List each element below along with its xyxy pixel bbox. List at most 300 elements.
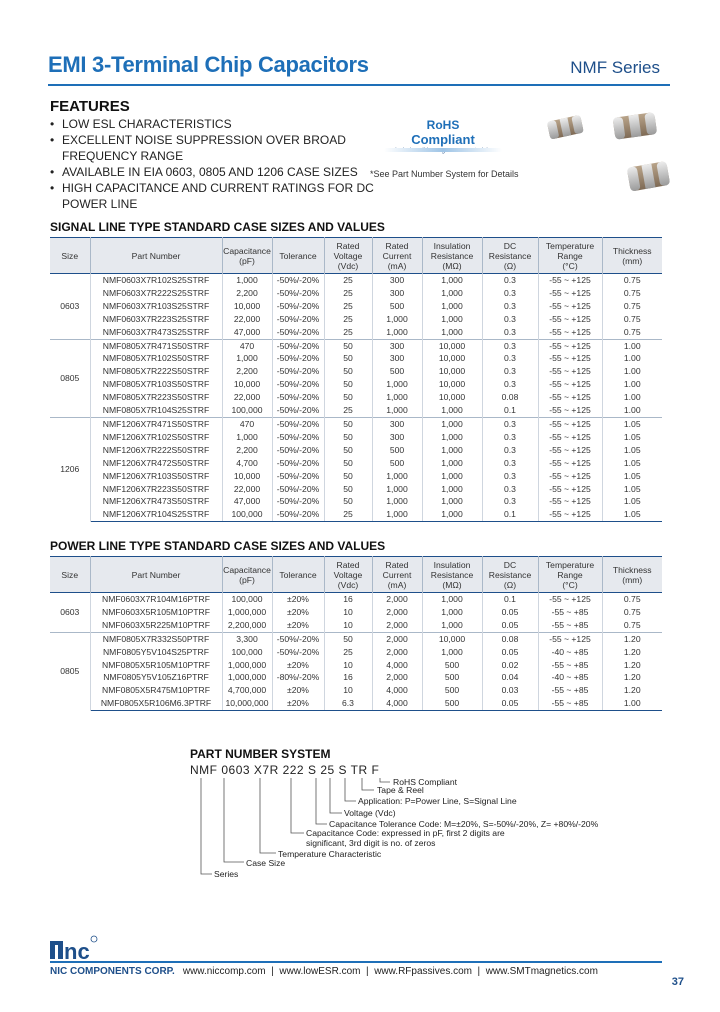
table-cell: 2,000	[372, 593, 422, 606]
pns-label-tolerance: Capacitance Tolerance Code: M=±20%, S=-50%/-20%, Z= +80%/-20%	[329, 819, 599, 829]
footer-divider	[50, 961, 662, 963]
table-cell: 1.20	[602, 632, 662, 645]
table-cell: 1,000	[372, 495, 422, 508]
table-cell: -55 ~ +85	[538, 697, 602, 710]
table-cell: 22,000	[222, 313, 272, 326]
table-cell: 0.1	[482, 508, 538, 521]
table-cell: -50%/-20%	[272, 404, 324, 417]
table-cell: 1.00	[602, 365, 662, 378]
table-cell: 0.3	[482, 444, 538, 457]
signal-table-heading: SIGNAL LINE TYPE STANDARD CASE SIZES AND VALUES	[50, 220, 385, 234]
table-cell: 1.20	[602, 646, 662, 659]
table-cell: -55 ~ +125	[538, 274, 602, 287]
table-cell: -50%/-20%	[272, 313, 324, 326]
table-cell: -50%/-20%	[272, 378, 324, 391]
table-cell: -55 ~ +85	[538, 606, 602, 619]
table-cell: -50%/-20%	[272, 352, 324, 365]
table-cell: 1,000	[422, 326, 482, 339]
table-cell: 0.08	[482, 632, 538, 645]
col-size: Size	[61, 250, 79, 261]
table-cell: 500	[422, 697, 482, 710]
code-voltage: 25	[320, 763, 335, 777]
table-cell: 0.3	[482, 274, 538, 287]
table-cell: 1,000	[422, 483, 482, 496]
table-cell: 2,000	[372, 606, 422, 619]
table-cell: -55 ~ +125	[538, 287, 602, 300]
table-cell: -50%/-20%	[272, 444, 324, 457]
table-cell: 1,000	[422, 313, 482, 326]
table-cell: 47,000	[222, 495, 272, 508]
col-size: Size	[61, 569, 79, 580]
table-cell: 2,200,000	[222, 619, 272, 632]
table-cell: 50	[324, 417, 372, 430]
table-cell: ±20%	[272, 619, 324, 632]
table-cell: -50%/-20%	[272, 632, 324, 645]
table-cell: -50%/-20%	[272, 483, 324, 496]
series-name: NMF Series	[570, 58, 660, 77]
table-cell: NMF0603X7R104M16PTRF	[90, 593, 222, 606]
table-cell: 500	[422, 684, 482, 697]
pns-label-capacitance: Capacitance Code: expressed in pF, first 2 digits are	[306, 828, 505, 838]
table-cell: 1.20	[602, 659, 662, 672]
table-cell: 6.3	[324, 697, 372, 710]
table-cell: -55 ~ +125	[538, 352, 602, 365]
table-cell: 0.3	[482, 313, 538, 326]
table-cell: NMF0805X7R223S50STRF	[90, 391, 222, 404]
table-cell: 2,200	[222, 444, 272, 457]
table-cell: 0.75	[602, 313, 662, 326]
pns-label-series: Series	[214, 869, 239, 879]
table-cell: -55 ~ +125	[538, 508, 602, 521]
table-cell: 1.05	[602, 508, 662, 521]
table-cell: 500	[372, 300, 422, 313]
feature-item: • EXCELLENT NOISE SUPPRESSION OVER BROAD FREQUENCY RANGE	[50, 132, 380, 164]
table-cell: 0.3	[482, 495, 538, 508]
table-cell: -55 ~ +125	[538, 417, 602, 430]
table-cell: 25	[324, 326, 372, 339]
table-cell: 2,000	[372, 632, 422, 645]
code-capacitance: 222	[282, 763, 305, 777]
table-cell: 470	[222, 417, 272, 430]
table-cell: 0.05	[482, 646, 538, 659]
table-cell: 1,000	[372, 391, 422, 404]
table-cell: 0.75	[602, 274, 662, 287]
table-cell: 25	[324, 274, 372, 287]
table-cell: 1,000,000	[222, 659, 272, 672]
table-cell: -55 ~ +125	[538, 444, 602, 457]
table-cell: 10,000	[422, 632, 482, 645]
table-cell: NMF0805X7R471S50STRF	[90, 339, 222, 352]
table-cell: 1,000	[222, 352, 272, 365]
table-cell: 300	[372, 417, 422, 430]
table-cell: 1,000	[422, 606, 482, 619]
pns-label-rohs: RoHS Compliant	[393, 777, 457, 787]
table-cell: 0.1	[482, 593, 538, 606]
table-cell: -55 ~ +85	[538, 619, 602, 632]
table-cell: 0.3	[482, 365, 538, 378]
table-cell: 1,000	[222, 274, 272, 287]
nic-logo	[50, 935, 100, 961]
table-cell: NMF0805X7R222S50STRF	[90, 365, 222, 378]
table-cell: ±20%	[272, 606, 324, 619]
table-cell: 1.20	[602, 671, 662, 684]
table-cell: 1,000	[372, 483, 422, 496]
col-part-number: Part Number	[90, 238, 222, 274]
part-number-system-heading: PART NUMBER SYSTEM	[190, 747, 331, 761]
table-cell: -50%/-20%	[272, 391, 324, 404]
table-cell: 10,000	[422, 365, 482, 378]
col-insulation-resistance: Insulation Resistance (MΩ)	[422, 238, 482, 274]
table-cell: 100,000	[222, 593, 272, 606]
table-cell: 25	[324, 646, 372, 659]
table-cell: -50%/-20%	[272, 646, 324, 659]
table-cell: -50%/-20%	[272, 274, 324, 287]
table-cell: NMF0603X7R222S25STRF	[90, 287, 222, 300]
table-cell: -55 ~ +85	[538, 659, 602, 672]
rohs-label: RoHS	[426, 118, 460, 132]
table-cell: -50%/-20%	[272, 287, 324, 300]
col-temperature-range: Temperature Range (°C)	[538, 557, 602, 593]
table-cell: NMF0805X7R332S50PTRF	[90, 632, 222, 645]
pns-label-application: Application: P=Power Line, S=Signal Line	[358, 796, 517, 806]
table-cell: NMF0805X5R105M10PTRF	[90, 659, 222, 672]
table-cell: 25	[324, 508, 372, 521]
code-tolerance: S	[307, 763, 317, 777]
table-cell: 1.05	[602, 483, 662, 496]
table-cell: NMF0603X5R225M10PTRF	[90, 619, 222, 632]
table-cell: 2,000	[372, 619, 422, 632]
table-cell: 1,000	[422, 457, 482, 470]
table-cell: 1.00	[602, 352, 662, 365]
code-application: S	[338, 763, 348, 777]
table-cell: -50%/-20%	[272, 326, 324, 339]
table-cell: 16	[324, 671, 372, 684]
table-cell: 10,000	[422, 378, 482, 391]
table-cell: NMF0805X7R102S50STRF	[90, 352, 222, 365]
table-cell: -40 ~ +85	[538, 646, 602, 659]
table-cell: 2,200	[222, 365, 272, 378]
table-cell: 1.00	[602, 391, 662, 404]
feature-item: • HIGH CAPACITANCE AND CURRENT RATINGS FOR DC POWER LINE	[50, 180, 380, 212]
table-cell: 25	[324, 300, 372, 313]
table-cell: 0.05	[482, 619, 538, 632]
table-cell: -40 ~ +85	[538, 671, 602, 684]
table-cell: 500	[372, 457, 422, 470]
table-cell: 0.08	[482, 391, 538, 404]
table-cell: NMF1206X7R471S50STRF	[90, 417, 222, 430]
col-rated-current: Rated Current (mA)	[372, 557, 422, 593]
table-cell: 0.3	[482, 326, 538, 339]
table-cell: 50	[324, 632, 372, 645]
table-cell: -55 ~ +125	[538, 457, 602, 470]
table-cell: -50%/-20%	[272, 508, 324, 521]
col-rated-current: Rated Current (mA)	[372, 238, 422, 274]
table-cell: 50	[324, 470, 372, 483]
table-cell: ±20%	[272, 697, 324, 710]
table-cell: 500	[422, 659, 482, 672]
footer-links[interactable]: www.niccomp.com | www.lowESR.com | www.RFpassives.com | www.SMTmagnetics.com	[182, 966, 598, 977]
table-cell: 10	[324, 684, 372, 697]
table-cell: 0.03	[482, 684, 538, 697]
table-cell: 10,000	[222, 470, 272, 483]
table-cell: 1,000	[222, 431, 272, 444]
table-cell: 100,000	[222, 508, 272, 521]
table-cell: 50	[324, 352, 372, 365]
table-cell: 0.3	[482, 470, 538, 483]
table-cell: 10,000,000	[222, 697, 272, 710]
pns-label-voltage: Voltage (Vdc)	[344, 808, 396, 818]
table-cell: 25	[324, 313, 372, 326]
table-cell: 0.3	[482, 378, 538, 391]
table-cell: -55 ~ +125	[538, 313, 602, 326]
table-cell: -55 ~ +85	[538, 684, 602, 697]
rohs-compliant-label: Compliant	[411, 132, 475, 147]
features-heading: FEATURES	[50, 98, 130, 115]
col-capacitance: Capacitance (pF)	[222, 238, 272, 274]
table-cell: 500	[372, 365, 422, 378]
table-cell: NMF0805X7R103S50STRF	[90, 378, 222, 391]
table-cell: 1.05	[602, 431, 662, 444]
table-cell: 4,700	[222, 457, 272, 470]
table-cell: 2,000	[372, 646, 422, 659]
table-cell: 50	[324, 457, 372, 470]
case-size-cell: 0805	[50, 339, 90, 417]
table-cell: 300	[372, 287, 422, 300]
table-cell: 4,000	[372, 659, 422, 672]
table-cell: NMF0805X5R106M6.3PTRF	[90, 697, 222, 710]
table-cell: -50%/-20%	[272, 300, 324, 313]
table-cell: -50%/-20%	[272, 457, 324, 470]
table-cell: 100,000	[222, 646, 272, 659]
table-cell: NMF0805X7R104S25STRF	[90, 404, 222, 417]
table-cell: NMF0603X7R473S25STRF	[90, 326, 222, 339]
col-dc-resistance: DC Resistance (Ω)	[482, 238, 538, 274]
table-cell: -50%/-20%	[272, 470, 324, 483]
code-series: NMF	[190, 763, 218, 777]
table-cell: 1.05	[602, 470, 662, 483]
table-cell: 1,000	[422, 470, 482, 483]
table-cell: 0.3	[482, 431, 538, 444]
table-cell: 470	[222, 339, 272, 352]
table-cell: -55 ~ +125	[538, 470, 602, 483]
table-cell: NMF0603X7R102S25STRF	[90, 274, 222, 287]
table-cell: 1.05	[602, 457, 662, 470]
table-cell: 16	[324, 593, 372, 606]
code-rohs: F	[371, 763, 380, 777]
table-cell: ±20%	[272, 593, 324, 606]
table-cell: 0.75	[602, 593, 662, 606]
table-cell: -55 ~ +125	[538, 326, 602, 339]
table-cell: 2,000	[372, 671, 422, 684]
table-cell: -50%/-20%	[272, 365, 324, 378]
table-cell: 50	[324, 483, 372, 496]
pns-label-temp-char: Temperature Characteristic	[278, 849, 382, 859]
table-cell: 1.20	[602, 684, 662, 697]
table-cell: 50	[324, 431, 372, 444]
case-size-cell: 0603	[50, 593, 90, 633]
table-cell: 1,000	[422, 274, 482, 287]
table-cell: 0.3	[482, 352, 538, 365]
case-size-cell: 0603	[50, 274, 90, 340]
table-cell: 0.3	[482, 457, 538, 470]
table-cell: 10,000	[422, 339, 482, 352]
col-rated-voltage: Rated Voltage (Vdc)	[324, 557, 372, 593]
table-cell: 500	[372, 444, 422, 457]
table-cell: 4,000	[372, 697, 422, 710]
feature-item: • AVAILABLE IN EIA 0603, 0805 AND 1206 CASE SIZES	[50, 164, 380, 180]
table-cell: 1,000	[422, 444, 482, 457]
table-cell: -80%/-20%	[272, 671, 324, 684]
table-cell: 0.3	[482, 483, 538, 496]
code-temp-char: X7R	[253, 763, 279, 777]
table-cell: -55 ~ +125	[538, 391, 602, 404]
table-cell: 1.05	[602, 417, 662, 430]
table-cell: 10	[324, 659, 372, 672]
table-cell: -55 ~ +125	[538, 378, 602, 391]
table-cell: 10,000	[222, 300, 272, 313]
table-cell: 1,000	[422, 495, 482, 508]
table-cell: 1,000	[422, 593, 482, 606]
see-part-number-note: *See Part Number System for Details	[370, 169, 519, 179]
code-tape-reel: TR	[350, 763, 368, 777]
col-thickness: Thickness (mm)	[602, 557, 662, 593]
table-cell: 1,000	[372, 326, 422, 339]
table-cell: 50	[324, 444, 372, 457]
table-cell: 300	[372, 352, 422, 365]
table-cell: 0.05	[482, 606, 538, 619]
col-temperature-range: Temperature Range (°C)	[538, 238, 602, 274]
pns-label-case-size: Case Size	[246, 858, 286, 868]
code-case-size: 0603	[221, 763, 251, 777]
table-cell: -50%/-20%	[272, 431, 324, 444]
table-cell: -55 ~ +125	[538, 593, 602, 606]
footer	[50, 966, 598, 977]
table-cell: 0.1	[482, 404, 538, 417]
table-cell: 500	[422, 671, 482, 684]
table-cell: 0.05	[482, 697, 538, 710]
table-cell: 1,000	[422, 300, 482, 313]
table-cell: 10	[324, 606, 372, 619]
table-cell: 1.00	[602, 697, 662, 710]
col-tolerance: Tolerance	[272, 238, 324, 274]
table-cell: 300	[372, 339, 422, 352]
pns-label-tape-reel: Tape & Reel	[377, 785, 424, 795]
table-cell: NMF0603X7R223S25STRF	[90, 313, 222, 326]
pns-label-capacitance-note: significant, 3rd digit is no. of zeros	[306, 838, 436, 848]
table-cell: -55 ~ +125	[538, 404, 602, 417]
table-cell: NMF0805Y5V105Z16PTRF	[90, 671, 222, 684]
table-cell: NMF1206X7R102S50STRF	[90, 431, 222, 444]
table-cell: 1,000	[422, 646, 482, 659]
page-number: 37	[671, 976, 684, 988]
col-tolerance: Tolerance	[272, 557, 324, 593]
table-cell: 50	[324, 391, 372, 404]
table-cell: -55 ~ +125	[538, 300, 602, 313]
table-cell: 300	[372, 274, 422, 287]
col-insulation-resistance: Insulation Resistance (MΩ)	[422, 557, 482, 593]
feature-item: • LOW ESL CHARACTERISTICS	[50, 116, 380, 132]
table-cell: 1,000	[372, 508, 422, 521]
table-cell: 1,000	[422, 619, 482, 632]
table-cell: -50%/-20%	[272, 339, 324, 352]
table-cell: 10	[324, 619, 372, 632]
col-thickness: Thickness (mm)	[602, 238, 662, 274]
table-cell: NMF0805Y5V104S25PTRF	[90, 646, 222, 659]
table-cell: NMF1206X7R104S25STRF	[90, 508, 222, 521]
table-cell: 1,000	[372, 313, 422, 326]
table-cell: 1,000,000	[222, 606, 272, 619]
table-cell: 1,000	[422, 287, 482, 300]
case-size-cell: 0805	[50, 632, 90, 710]
table-cell: 50	[324, 365, 372, 378]
table-cell: 1.00	[602, 404, 662, 417]
table-cell: 50	[324, 378, 372, 391]
table-cell: 22,000	[222, 391, 272, 404]
table-cell: 1.05	[602, 444, 662, 457]
page-title: EMI 3-Terminal Chip Capacitors	[48, 52, 369, 77]
case-size-cell: 1206	[50, 417, 90, 521]
col-part-number: Part Number	[90, 557, 222, 593]
table-cell: NMF1206X7R472S50STRF	[90, 457, 222, 470]
table-cell: NMF1206X7R222S50STRF	[90, 444, 222, 457]
table-cell: 1.00	[602, 339, 662, 352]
table-cell: 1,000	[422, 417, 482, 430]
table-cell: 10,000	[422, 391, 482, 404]
table-cell: 4,700,000	[222, 684, 272, 697]
table-cell: 0.02	[482, 659, 538, 672]
table-cell: -55 ~ +125	[538, 483, 602, 496]
table-cell: -55 ~ +125	[538, 365, 602, 378]
table-cell: 10,000	[222, 378, 272, 391]
table-cell: -55 ~ +125	[538, 632, 602, 645]
table-cell: 0.75	[602, 300, 662, 313]
table-cell: 25	[324, 404, 372, 417]
table-cell: 1.05	[602, 495, 662, 508]
table-cell: 1,000	[422, 404, 482, 417]
table-cell: ±20%	[272, 684, 324, 697]
table-cell: 300	[372, 431, 422, 444]
table-cell: 47,000	[222, 326, 272, 339]
table-cell: -55 ~ +125	[538, 339, 602, 352]
table-cell: 0.75	[602, 619, 662, 632]
table-cell: 1.00	[602, 378, 662, 391]
table-cell: 1,000	[372, 404, 422, 417]
table-cell: -50%/-20%	[272, 417, 324, 430]
table-cell: NMF0603X7R103S25STRF	[90, 300, 222, 313]
table-cell: 3,300	[222, 632, 272, 645]
table-cell: 0.3	[482, 339, 538, 352]
table-cell: NMF0805X5R475M10PTRF	[90, 684, 222, 697]
table-cell: 0.3	[482, 417, 538, 430]
table-cell: 0.04	[482, 671, 538, 684]
table-cell: 1,000,000	[222, 671, 272, 684]
table-cell: 100,000	[222, 404, 272, 417]
table-cell: 1,000	[422, 508, 482, 521]
table-cell: 0.75	[602, 326, 662, 339]
logo-mark-text: nc	[64, 939, 90, 961]
company-name: NIC COMPONENTS CORP.	[50, 966, 175, 977]
table-cell: 25	[324, 287, 372, 300]
table-cell: 1,000	[422, 431, 482, 444]
table-cell: 22,000	[222, 483, 272, 496]
table-cell: -55 ~ +125	[538, 495, 602, 508]
col-dc-resistance: DC Resistance (Ω)	[482, 557, 538, 593]
table-cell: 2,200	[222, 287, 272, 300]
table-cell: 50	[324, 495, 372, 508]
table-cell: -50%/-20%	[272, 495, 324, 508]
table-cell: 0.3	[482, 300, 538, 313]
table-cell: 10,000	[422, 352, 482, 365]
